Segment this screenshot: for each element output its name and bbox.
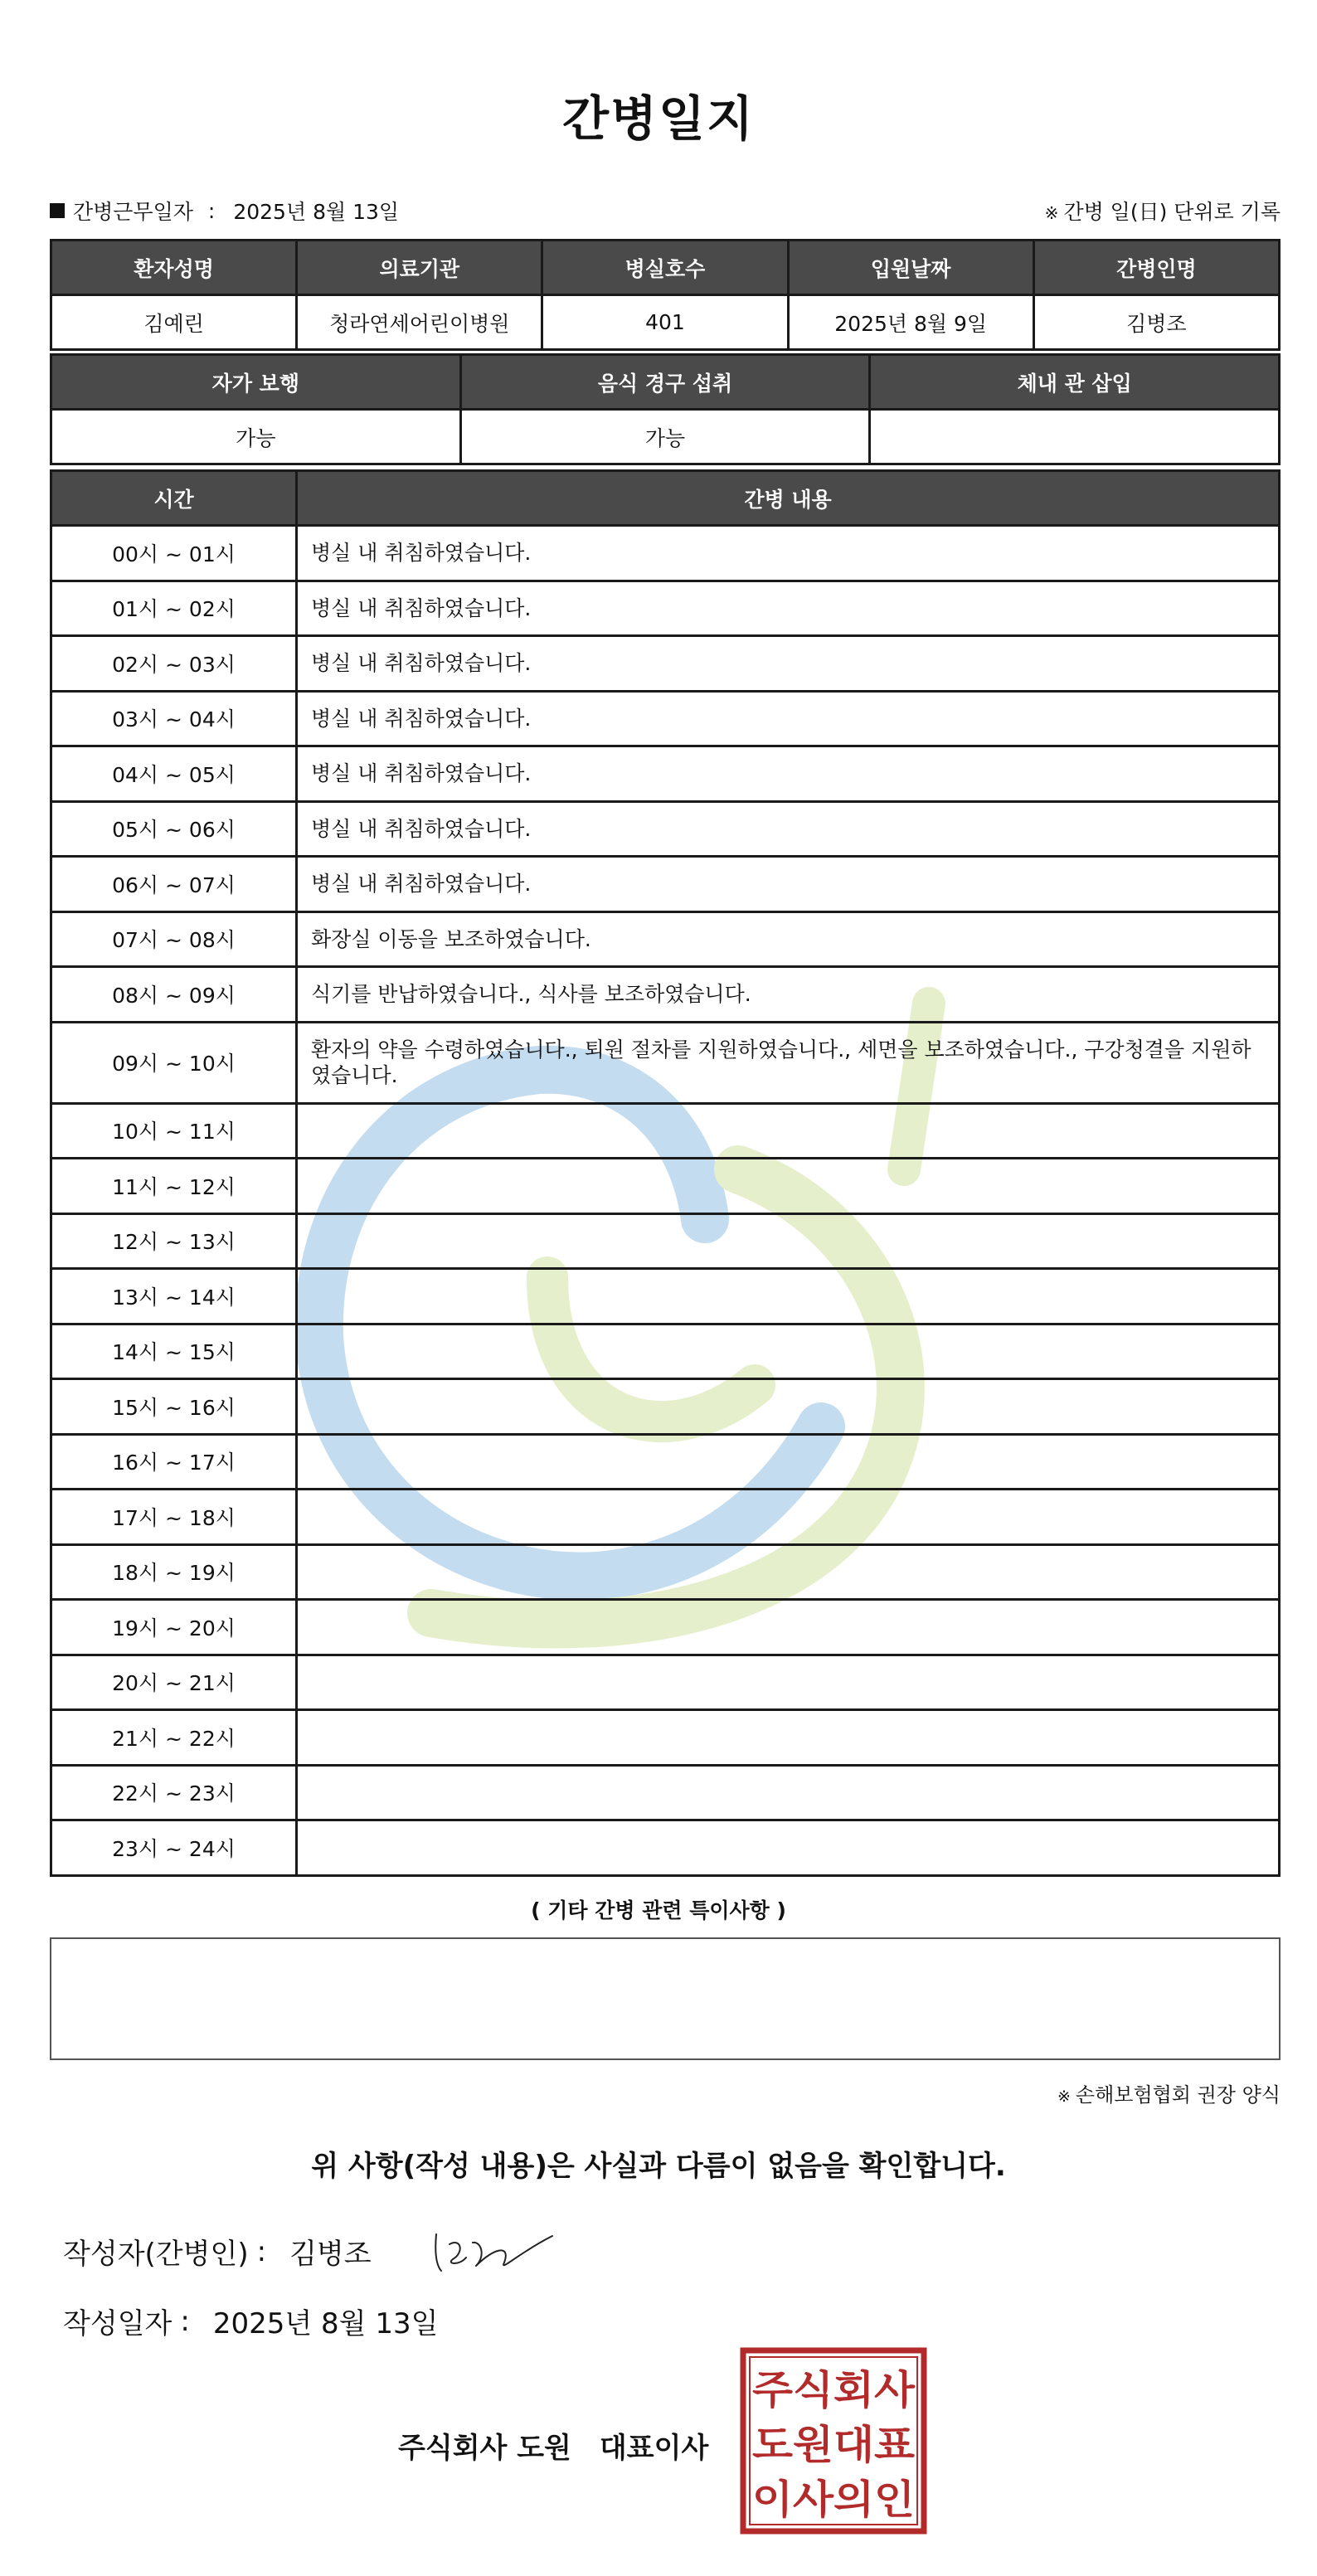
log-content: 병실 내 취침하였습니다. [297,636,1280,692]
log-row [51,1544,1280,1600]
log-content [297,1269,1280,1324]
log-content: 병실 내 취침하였습니다. [297,857,1280,912]
log-row [51,1103,1280,1159]
recommend-note [1057,2078,1281,2107]
header-admission-date: 입원날짜 [788,241,1033,295]
seal-text-line: 도원대표 [752,2422,916,2468]
log-row [51,1379,1280,1435]
patient-info-table [50,239,1281,351]
log-content [297,1544,1280,1600]
log-content: 병실 내 취침하였습니다. [297,526,1280,581]
work-date-label: 간병근무일자 [73,200,193,224]
hospital-name: 청라연세어린이병원 [297,295,542,350]
company-signoff [398,2425,708,2466]
written-date-value: 2025년 8월 13일 [212,2307,439,2340]
log-content [297,1103,1280,1159]
work-date-separator: : [207,198,216,223]
log-time: 03시 ~ 04시 [51,691,297,746]
log-time: 08시 ~ 09시 [51,967,297,1023]
log-time: 00시 ~ 01시 [51,526,297,581]
self-walking-value: 가능 [51,410,461,464]
header-time: 시간 [51,471,297,526]
writer-name: 김병조 [289,2238,372,2271]
daily-note: 간병 일(日) 단위로 기록 [1063,200,1281,224]
written-date-label: 작성일자 [63,2307,173,2340]
log-content [297,1655,1280,1710]
log-row [51,1434,1280,1490]
log-time: 06시 ~ 07시 [51,857,297,912]
signature-icon [428,2219,561,2286]
log-time: 13시 ~ 14시 [51,1269,297,1324]
log-content: 병실 내 취침하였습니다. [297,801,1280,857]
header-caregiver-name: 간병인명 [1033,241,1279,295]
log-time: 12시 ~ 13시 [51,1213,297,1269]
log-content [297,1600,1280,1655]
log-content [297,1159,1280,1214]
log-row [51,581,1280,636]
log-content: 환자의 약을 수령하였습니다., 퇴원 절차를 지원하였습니다., 세면을 보조하였습니다., 구강청결을 지원하였습니다. [297,1022,1280,1103]
log-time: 10시 ~ 11시 [51,1103,297,1159]
log-time: 04시 ~ 05시 [51,746,297,802]
seal-text-line: 주식회사 [752,2367,916,2413]
seal-text-line: 이사의인 [752,2476,915,2523]
notes-box [50,1937,1281,2060]
patient-name: 김예린 [51,295,297,350]
log-time: 23시 ~ 24시 [51,1820,297,1876]
log-content [297,1765,1280,1820]
header-self-walking: 자가 보행 [51,355,461,410]
reference-mark-icon: ※ [1044,203,1059,223]
log-content [297,1710,1280,1766]
log-row [51,526,1280,581]
log-time: 05시 ~ 06시 [51,801,297,857]
log-time: 22시 ~ 23시 [51,1765,297,1820]
representative-title: 대표이사 [599,2432,709,2465]
admission-date: 2025년 8월 9일 [788,295,1033,350]
log-time: 01시 ~ 02시 [51,581,297,636]
log-row [51,1765,1280,1820]
log-time: 14시 ~ 15시 [51,1324,297,1379]
log-row [51,1269,1280,1324]
log-content [297,1820,1280,1876]
log-content [297,1379,1280,1435]
log-row [51,1710,1280,1766]
log-row [51,1600,1280,1655]
log-time: 09시 ~ 10시 [51,1022,297,1103]
log-row [51,857,1280,912]
log-content [297,1490,1280,1545]
log-row [51,1213,1280,1269]
log-row [51,967,1280,1023]
work-date-value: 2025년 8월 13일 [233,200,400,224]
log-time: 19시 ~ 20시 [51,1600,297,1655]
caregiver-name: 김병조 [1033,295,1279,350]
company-seal-icon [740,2347,927,2535]
log-content: 화장실 이동을 보조하였습니다. [297,911,1280,967]
log-row [51,801,1280,857]
log-content [297,1324,1280,1379]
log-time: 18시 ~ 19시 [51,1544,297,1600]
log-row [51,746,1280,802]
log-row [51,1324,1280,1379]
header-tube-insertion: 체내 관 삽입 [870,355,1280,410]
header-oral-intake: 음식 경구 섭취 [460,355,870,410]
reference-mark-icon: ※ [1057,2088,1071,2106]
room-number: 401 [542,295,788,350]
patient-ability-table [50,353,1281,465]
log-row [51,1655,1280,1710]
log-time: 11시 ~ 12시 [51,1159,297,1214]
log-time: 20시 ~ 21시 [51,1655,297,1710]
log-content: 식기를 반납하였습니다., 식사를 보조하였습니다. [297,967,1280,1023]
document-title: 간병일지 [561,90,756,147]
log-content [297,1434,1280,1490]
log-time: 15시 ~ 16시 [51,1379,297,1435]
oral-intake-value: 가능 [460,410,870,464]
writer-separator: : [256,2234,267,2268]
log-content [297,1213,1280,1269]
log-time: 16시 ~ 17시 [51,1434,297,1490]
confirmation-statement: 위 사항(작성 내용)은 사실과 다름이 없음을 확인합니다. [311,2150,1006,2183]
header-care-content: 간병 내용 [297,471,1280,526]
writer-row [63,2231,372,2272]
bullet-square-icon [50,203,65,218]
header-patient-name: 환자성명 [51,241,297,295]
log-row [51,1022,1280,1103]
log-time: 21시 ~ 22시 [51,1710,297,1766]
writer-label: 작성자(간병인) [63,2238,249,2271]
log-row [51,636,1280,692]
recommend-note-text: 손해보험협회 권장 양식 [1075,2083,1281,2107]
log-time: 17시 ~ 18시 [51,1490,297,1545]
care-log-table [50,469,1281,1877]
log-row [51,1159,1280,1214]
log-time: 07시 ~ 08시 [51,911,297,967]
work-date-row [50,196,1281,226]
written-date-row [63,2301,438,2341]
log-row [51,691,1280,746]
company-name: 주식회사 도원 [398,2432,571,2465]
log-content: 병실 내 취침하였습니다. [297,746,1280,802]
tube-insertion-value [870,410,1280,464]
header-hospital: 의료기관 [297,241,542,295]
notes-title: ( 기타 간병 관련 특이사항 ) [531,1898,786,1922]
log-time: 02시 ~ 03시 [51,636,297,692]
log-row [51,1820,1280,1876]
log-row [51,911,1280,967]
written-date-separator: : [180,2304,190,2338]
log-content: 병실 내 취침하였습니다. [297,581,1280,636]
log-row [51,1490,1280,1545]
log-content: 병실 내 취침하였습니다. [297,691,1280,746]
header-room-number: 병실호수 [542,241,788,295]
